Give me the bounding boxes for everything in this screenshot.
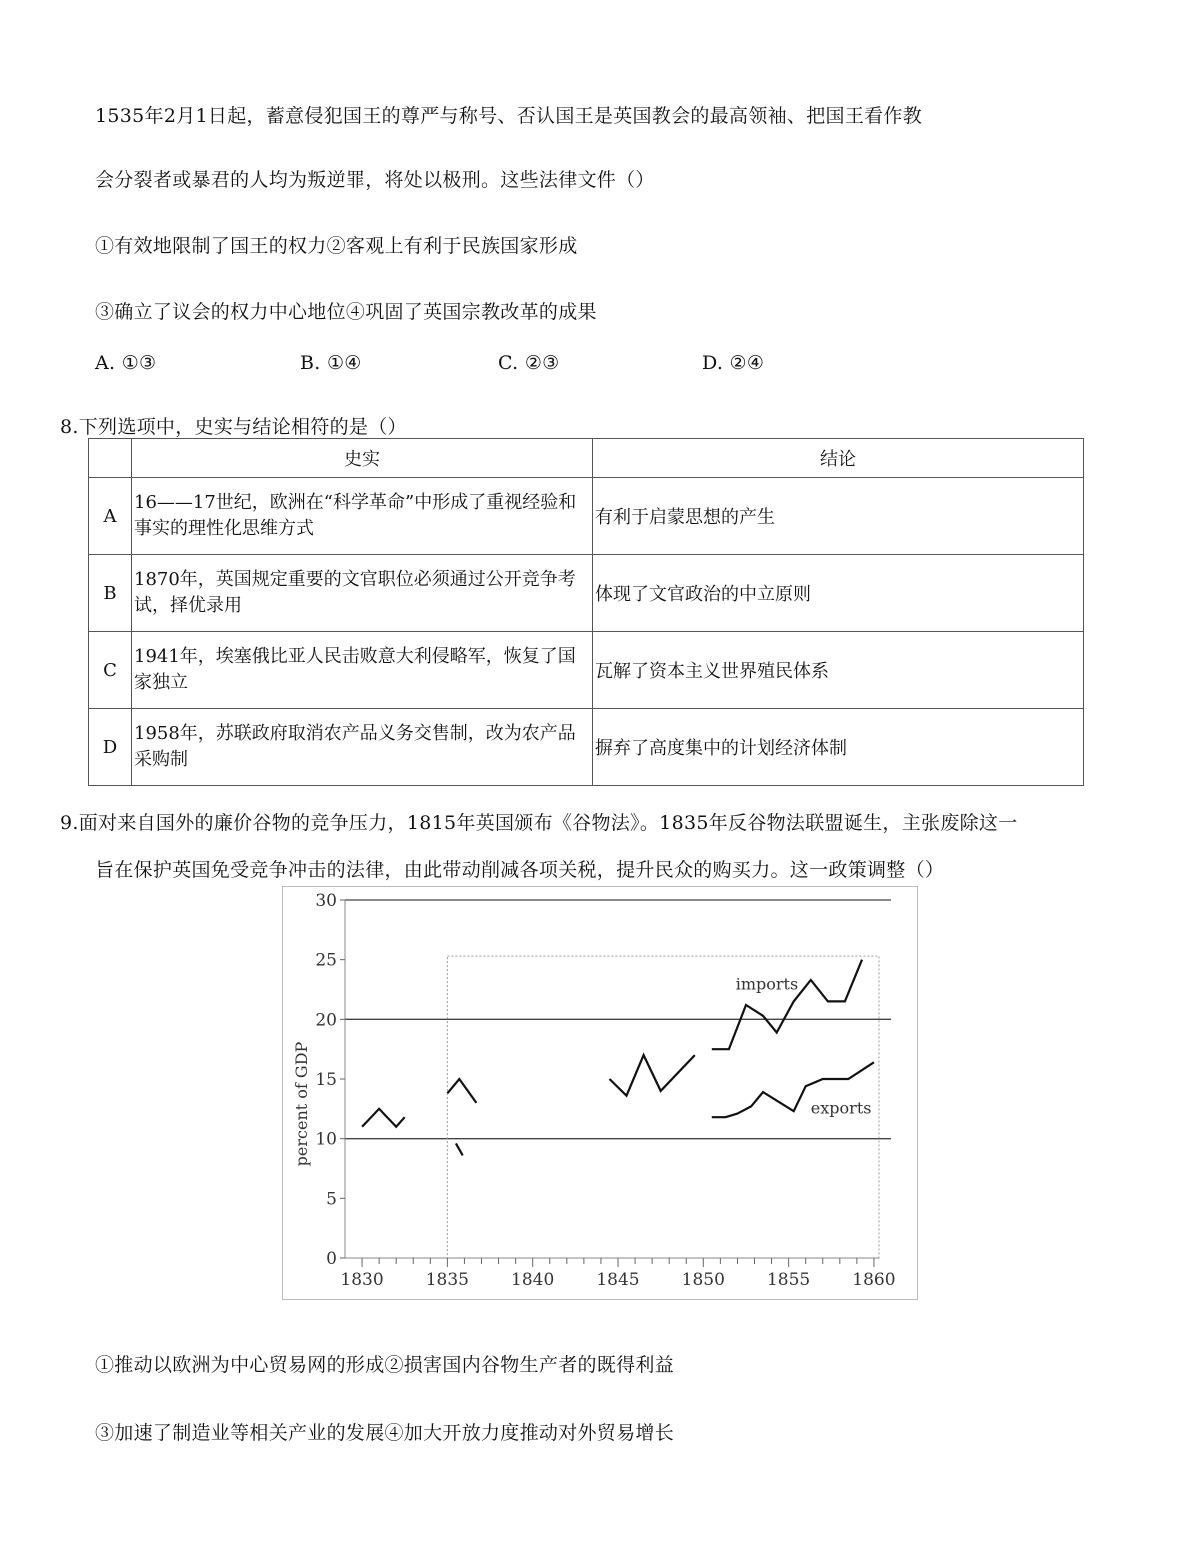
exports-line: [456, 1143, 463, 1155]
q9-statement-line2: ③加速了制造业等相关产业的发展④加大开放力度推动对外贸易增长: [95, 1422, 675, 1444]
y-tick-label: 0: [326, 1249, 337, 1269]
q7-option-c[interactable]: C. ②③: [498, 352, 560, 374]
row-fact: 1958年，苏联政府取消农产品义务交售制，改为农产品采购制: [132, 709, 593, 786]
row-conclusion: 体现了文官政治的中立原则: [593, 555, 1084, 632]
table-row: [89, 632, 1084, 709]
q7-stem-line2: 会分裂者或暴君的人均为叛逆罪，将处以极刑。这些法律文件（）: [95, 169, 655, 191]
imports-line: [610, 1055, 695, 1096]
q9-statement-line1: ①推动以欧洲为中心贸易网的形成②损害国内谷物生产者的既得利益: [95, 1354, 675, 1376]
x-tick-label: 1835: [425, 1270, 470, 1290]
row-conclusion: 摒弃了高度集中的计划经济体制: [593, 709, 1084, 786]
x-tick-label: 1860: [852, 1270, 896, 1290]
x-tick-label: 1855: [766, 1270, 811, 1290]
x-tick-label: 1830: [340, 1270, 384, 1290]
q7-option-a[interactable]: A. ①③: [95, 352, 157, 374]
q7-options: [95, 352, 895, 380]
row-fact: 1941年，埃塞俄比亚人民击败意大利侵略军，恢复了国家独立: [132, 632, 593, 709]
y-tick-label: 20: [315, 1010, 337, 1031]
row-label: B: [89, 555, 132, 632]
y-tick-label: 5: [326, 1189, 337, 1210]
q8-stem: 8.下列选项中，史实与结论相符的是（）: [60, 416, 407, 438]
table-row: [89, 555, 1084, 632]
imports-label: imports: [735, 974, 799, 994]
q7-stem-line1: 1535年2月1日起，蓄意侵犯国王的尊严与称号、否认国王是英国教会的最高领袖、把国王看作教: [95, 105, 923, 127]
row-label: C: [89, 632, 132, 709]
y-axis-title: percent of GDP: [292, 1041, 311, 1167]
header-fact: 史实: [132, 439, 593, 478]
y-tick-label: 25: [315, 950, 337, 971]
row-fact: 16——17世纪，欧洲在“科学革命”中形成了重视经验和事实的理性化思维方式: [132, 478, 593, 555]
trade-chart: [282, 886, 918, 1300]
table-row: [89, 709, 1084, 786]
q7-statement-line2: ③确立了议会的权力中心地位④巩固了英国宗教改革的成果: [95, 301, 597, 323]
q8-table: [88, 438, 1084, 786]
y-tick-label: 15: [315, 1070, 337, 1090]
x-tick-label: 1850: [681, 1270, 725, 1290]
trade-chart-svg: [283, 887, 917, 1299]
row-label: A: [89, 478, 132, 555]
imports-line: [712, 960, 862, 1049]
header-blank: [89, 439, 132, 478]
q9-stem-line1: 9.面对来自国外的廉价谷物的竞争压力，1815年英国颁布《谷物法》。1835年反谷物法联盟诞生，主张废除这一: [60, 812, 1018, 834]
row-conclusion: 有利于启蒙思想的产生: [593, 478, 1084, 555]
q7-option-d[interactable]: D. ②④: [702, 352, 765, 374]
imports-line: [447, 1079, 476, 1103]
row-label: D: [89, 709, 132, 786]
x-tick-label: 1845: [596, 1270, 640, 1290]
y-tick-label: 10: [315, 1129, 337, 1150]
header-conclusion: 结论: [593, 439, 1084, 478]
q7-statement-line1: ①有效地限制了国王的权力②客观上有利于民族国家形成: [95, 235, 578, 257]
exports-label: exports: [810, 1098, 872, 1118]
row-fact: 1870年，英国规定重要的文官职位必须通过公开竞争考试，择优录用: [132, 555, 593, 632]
x-tick-label: 1840: [511, 1270, 555, 1290]
table-row: [89, 478, 1084, 555]
q8-table-header: [89, 439, 1084, 478]
q9-stem-line2: 旨在保护英国免受竞争冲击的法律，由此带动削减各项关税，提升民众的购买力。这一政策调整（）: [95, 859, 945, 881]
q7-option-b[interactable]: B. ①④: [300, 352, 362, 374]
row-conclusion: 瓦解了资本主义世界殖民体系: [593, 632, 1084, 709]
imports-line: [362, 1109, 405, 1127]
y-tick-label: 30: [315, 891, 337, 911]
